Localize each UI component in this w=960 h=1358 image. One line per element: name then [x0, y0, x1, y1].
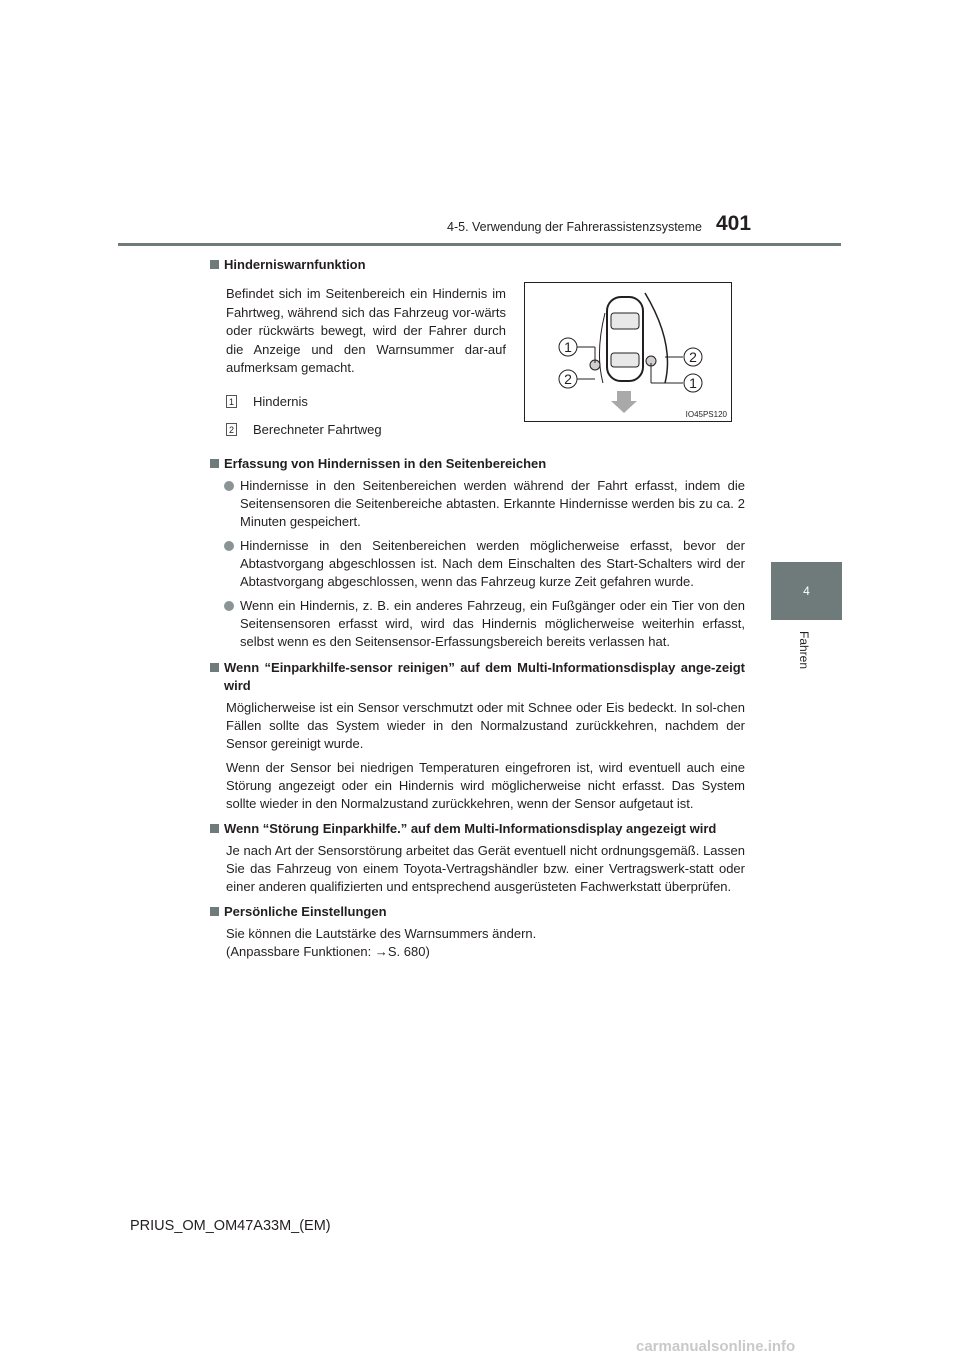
- bullet-icon: [224, 541, 234, 551]
- section-title-erfassung: Erfassung von Hindernissen in den Seitenbereichen: [210, 455, 745, 473]
- list-item: [224, 597, 745, 651]
- legend-number: 1: [226, 395, 237, 408]
- callout-2-right: 2: [689, 349, 697, 365]
- page-number: 401: [716, 212, 752, 235]
- section-title-reinigen: Wenn “Einparkhilfe-sensor reinigen” auf dem Multi-Informationsdisplay ange-zeigt wird: [210, 659, 745, 695]
- callout-1-left: 1: [564, 339, 572, 355]
- section-title-hinderniswarn: Hinderniswarnfunktion: [210, 256, 745, 274]
- stoerung-text: Je nach Art der Sensorstörung arbeitet das Gerät eventuell nicht ordnungsgemäß. Lassen Sie das Fahrzeug von einem Toyota-Vertragshändler bzw. einer Vertragswerk-statt oder einer anderen qualifizierten und entsprechend ausgerüsteten Fachwerkstatt überprüfen.: [226, 842, 745, 894]
- bullet-text: Wenn ein Hindernis, z. B. ein anderes Fahrzeug, ein Fußgänger oder ein Tier von den Seitensensoren erfasst wird, wird das Hindernis möglicherweise weiterhin erfasst, selbst wenn es den Seitensensor-Erfassungsbereich bereits verlassen hat.: [240, 597, 745, 649]
- chapter-tab[interactable]: [771, 562, 842, 620]
- chapter-label-text: Fahren: [797, 630, 811, 670]
- hinderniswarn-text: Befindet sich im Seitenbereich ein Hindernis im Fahrtweg, während sich das Fahrzeug vor-wärts oder rückwärts bewegt, wird der Fahrer durch die Anzeige und den Warnsummer dar-auf aufmerksam gemacht.: [226, 286, 506, 375]
- chapter-number: 4: [803, 584, 810, 598]
- einstellungen-line-1: Sie können die Lautstärke des Warnsummers ändern.: [226, 925, 537, 941]
- list-item: [224, 537, 745, 591]
- reinigen-text-2: Wenn der Sensor bei niedrigen Temperaturen eingefroren ist, wird eventuell auch eine Störung angezeigt oder ein Hindernis wird möglicherweise nicht erfasst. Das System sollte wieder in den Normalzustand zurückkehren, wenn der Sensor aufgetaut ist.: [226, 759, 745, 811]
- chapter-label: [789, 620, 819, 680]
- car-diagram: [525, 283, 731, 421]
- callout-1-right: 1: [689, 375, 697, 391]
- reinigen-text-1: Möglicherweise ist ein Sensor verschmutzt oder mit Schnee oder Eis bedeckt. In sol-chen Fällen sollte das System wieder in den Normalzustand zurückkehren, nachdem der Sensor gereinigt wurde.: [226, 699, 745, 751]
- einstellungen-line-2: (Anpassbare Funktionen: →S. 680): [226, 943, 430, 959]
- section-title-einstellungen: Persönliche Einstellungen: [210, 903, 745, 921]
- section-title-stoerung: Wenn “Störung Einparkhilfe.” auf dem Multi-Informationsdisplay angezeigt wird: [210, 820, 745, 838]
- bullet-text: Hindernisse in den Seitenbereichen werden während der Fahrt erfasst, indem die Seitensensoren die Seitenbereiche abtasten. Erkannte Hindernisse werden bis zu ca. 2 Minuten gespeichert.: [240, 477, 745, 529]
- bullet-text: Hindernisse in den Seitenbereichen werden möglicherweise erfasst, bevor der Abtastvorgang abgeschlossen ist. Nach dem Einschalten des Start-Schalters wird der Abtastvorgang abgeschlossen, wenn das Fahrzeug kurze Zeit gefahren wurde.: [240, 537, 745, 589]
- legend-label: Berechneter Fahrtweg: [253, 421, 382, 437]
- footer-doc-code: PRIUS_OM_OM47A33M_(EM): [130, 1218, 331, 1234]
- header-section-title: 4-5. Verwendung der Fahrerassistenzsysteme: [447, 220, 702, 234]
- legend-item-2: [210, 421, 745, 439]
- callout-2-left: 2: [564, 371, 572, 387]
- figure-id: IO45PS120: [685, 410, 727, 419]
- bullet-icon: [224, 481, 234, 491]
- legend-number: 2: [226, 423, 237, 436]
- list-item: [224, 477, 745, 531]
- watermark[interactable]: carmanualsonline.info: [636, 1338, 796, 1355]
- figure-obstacle-detection: [524, 282, 732, 422]
- header-rule: [118, 243, 841, 246]
- bullet-icon: [224, 601, 234, 611]
- legend-label: Hindernis: [253, 393, 308, 409]
